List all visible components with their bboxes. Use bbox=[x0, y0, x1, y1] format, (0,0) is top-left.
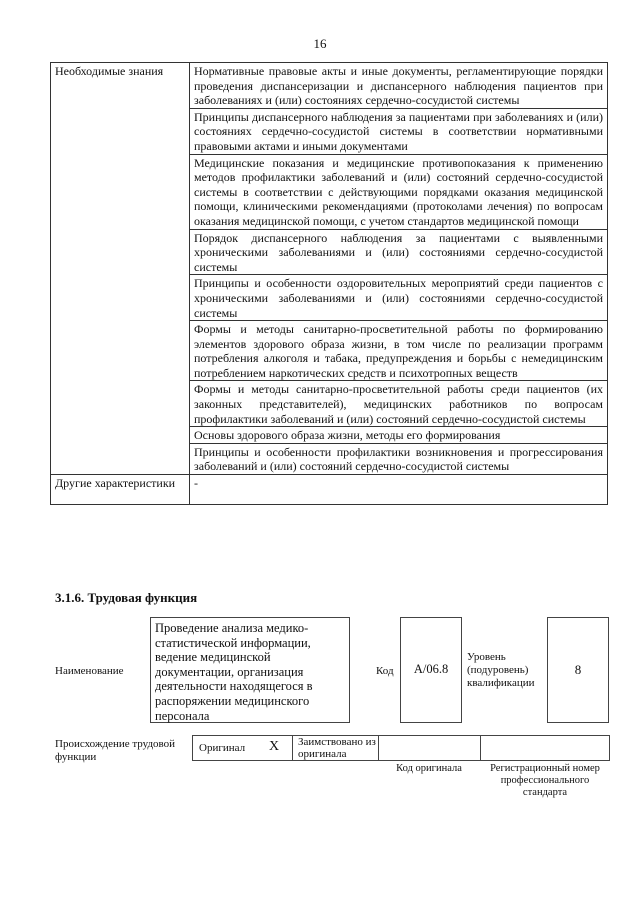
borrowed-label: Заимствовано из оригинала bbox=[298, 736, 376, 760]
original-mark: X bbox=[269, 739, 280, 754]
level-label: Уровень (подуровень) квалификации bbox=[467, 651, 535, 689]
origin-row bbox=[192, 735, 610, 761]
original-label: Оригинал bbox=[199, 742, 246, 754]
origin-label: Происхождение трудовой функции bbox=[55, 738, 176, 763]
other-characteristics-label: Другие характеристики bbox=[51, 475, 190, 505]
name-label: Наименование bbox=[55, 665, 124, 677]
knowledge-table bbox=[50, 62, 608, 505]
function-code: A/06.8 bbox=[400, 617, 462, 723]
knowledge-item: Нормативные правовые акты и иные документы, регламентирующие порядки проведения диспансеризации и диспансерного наблюдения пациентов при заболеваниях и (или) состояниях сердечно-сосудистой системы bbox=[190, 63, 608, 109]
knowledge-item: Формы и методы санитарно-просветительной работы среди пациентов (их законных представителей), медицинских работников по вопросам профилактики заболеваний и (или) состояний сердечно-сосудистой системы bbox=[190, 381, 608, 427]
section-title: 3.1.6. Трудовая функция bbox=[55, 590, 198, 605]
knowledge-item: Принципы диспансерного наблюдения за пациентами при заболеваниях и (или) состояниях сердечно-сосудистой системы в соответствии нормативными правовыми актами и иными документами bbox=[190, 108, 608, 154]
function-name: Проведение анализа медико-статистической информации, ведение медицинской документации, организация деятельности находящегося в распоряжении медицинского персонала bbox=[150, 617, 350, 723]
page-number: 16 bbox=[313, 36, 327, 51]
original-code-caption: Код оригинала bbox=[396, 763, 462, 774]
registration-number-cell bbox=[481, 736, 609, 760]
knowledge-label: Необходимые знания bbox=[51, 63, 190, 475]
table-row bbox=[51, 63, 608, 109]
knowledge-item: Медицинские показания и медицинские противопоказания к применению методов профилактики заболеваний и (или) состояний сердечно-сосудистой системы в соответствии с действующими порядками оказания медицинской помощи, клиническими рекомендациями (протоколами лечения) по вопросам оказания медицинской помощи, с учетом стандартов медицинской помощи bbox=[190, 154, 608, 229]
knowledge-item: Принципы и особенности оздоровительных мероприятий среди пациентов с хроническими заболеваниями и (или) состояниями сердечно-сосудистой системы bbox=[190, 275, 608, 321]
knowledge-item: Порядок диспансерного наблюдения за пациентами с выявленными хроническими заболеваниями и (или) состояниями сердечно-сосудистой системы bbox=[190, 229, 608, 275]
qualification-level: 8 bbox=[547, 617, 609, 723]
table-row bbox=[51, 475, 608, 505]
knowledge-item: Принципы и особенности профилактики возникновения и прогрессирования заболеваний и (или) состояний сердечно-сосудистой системы bbox=[190, 443, 608, 474]
other-characteristics-value: - bbox=[190, 475, 608, 505]
borrowed-cell bbox=[293, 736, 379, 760]
original-code-cell bbox=[379, 736, 481, 760]
code-label: Код bbox=[376, 665, 394, 677]
knowledge-item: Формы и методы санитарно-просветительной работы по формированию элементов здорового образа жизни, в том числе по реализации программ потребления алкоголя и табака, предупреждения и борьбы с немедицинским потреблением наркотических средств и психотропных веществ bbox=[190, 321, 608, 381]
registration-number-caption: Регистрационный номер профессионального стандарта bbox=[490, 763, 600, 798]
knowledge-item: Основы здорового образа жизни, методы его формирования bbox=[190, 427, 608, 444]
original-cell bbox=[193, 736, 293, 760]
